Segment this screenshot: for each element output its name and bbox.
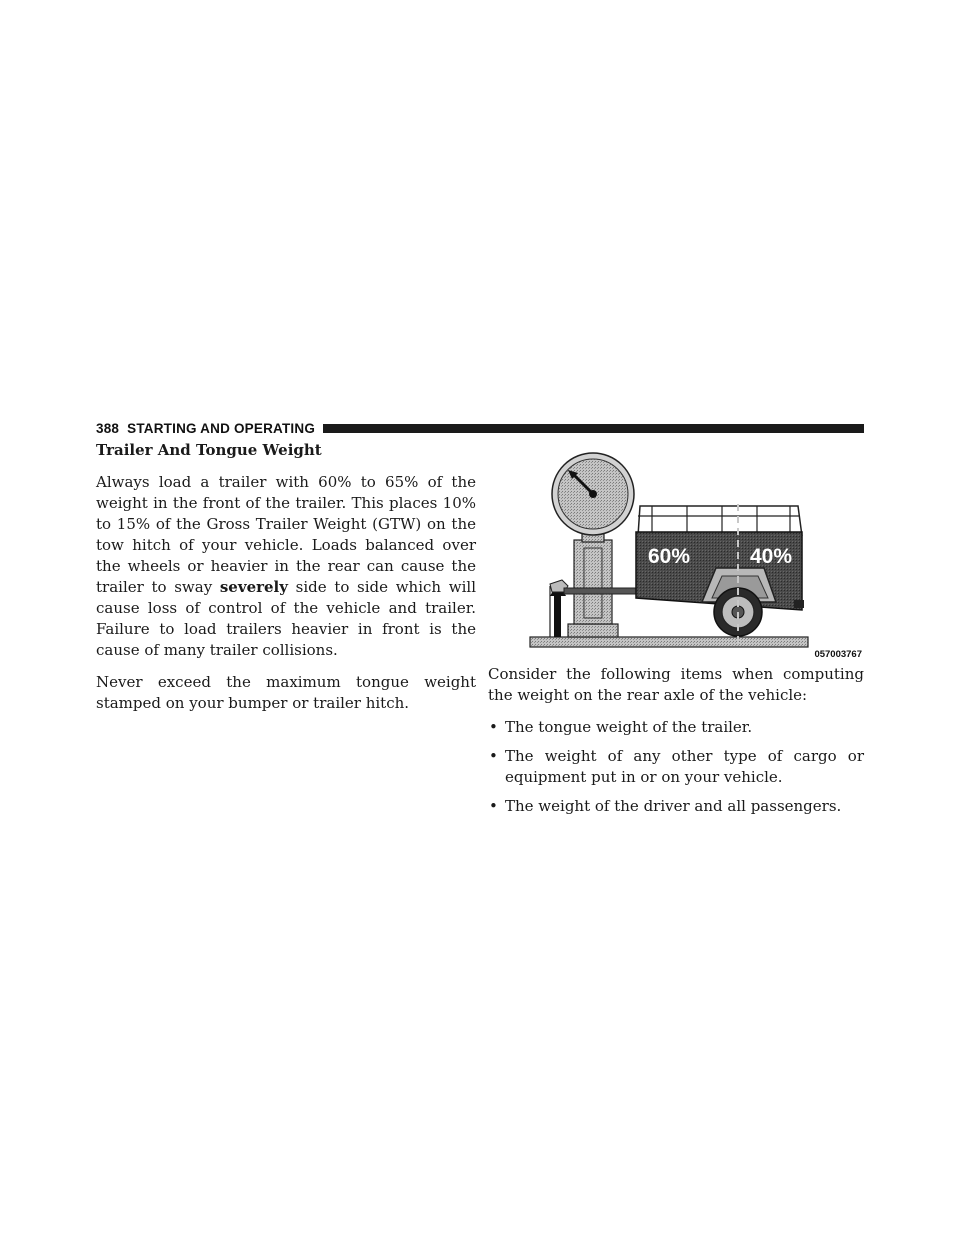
figure-id: 057003767 xyxy=(814,649,862,660)
list-item xyxy=(488,746,864,788)
list-item-text: The weight of the driver and all passengers. xyxy=(505,797,842,815)
trailer-tongue xyxy=(564,588,638,594)
section-title: Trailer And Tongue Weight xyxy=(96,441,322,459)
page-header xyxy=(96,419,864,437)
list-item xyxy=(488,796,864,817)
bullet-list xyxy=(488,717,864,817)
emphasis-severely: severely xyxy=(219,578,288,596)
header-rule xyxy=(323,424,864,433)
bullet-icon: • xyxy=(489,718,498,736)
rear-weight-label: 40% xyxy=(750,545,793,568)
paragraph-load-distribution xyxy=(96,472,476,661)
trailer-weight-illustration xyxy=(502,446,864,662)
bullet-icon: • xyxy=(489,797,498,815)
front-weight-label: 60% xyxy=(648,545,691,568)
paragraph-text: Always load a trailer with 60% to 65% of the weight in the front of the trailer. This places 10% to 15% of the Gross Trailer Weight (GTW) on the tow hitch of your vehicle. Loads balanced over the wheels or heavier in the rear can cause the trailer to sway xyxy=(96,473,476,596)
left-column xyxy=(96,440,476,725)
right-column xyxy=(488,664,864,825)
list-item-text: The tongue weight of the trailer. xyxy=(505,718,753,736)
page-number: 388 xyxy=(96,420,120,436)
ground xyxy=(530,637,808,647)
paragraph-intro: Consider the following items when computing the weight on the rear axle of the vehicle: xyxy=(488,665,864,704)
hitch-post xyxy=(554,594,561,637)
list-item xyxy=(488,717,864,738)
paragraph-tongue-limit: Never exceed the maximum tongue weight stamped on your bumper or trailer hitch. xyxy=(96,673,476,712)
bullet-icon: • xyxy=(489,747,498,765)
header-text xyxy=(96,421,315,436)
section-name: STARTING AND OPERATING xyxy=(127,420,316,436)
paragraph-text: side to side which will cause loss of control of the vehicle and trailer. Failure to load trailers heavier in front is the cause of many trailer collisions. xyxy=(96,578,476,659)
trailer-scale-drawing xyxy=(502,446,864,662)
scale-base xyxy=(568,624,618,637)
list-item-text: The weight of any other type of cargo or equipment put in or on your vehicle. xyxy=(505,747,864,786)
